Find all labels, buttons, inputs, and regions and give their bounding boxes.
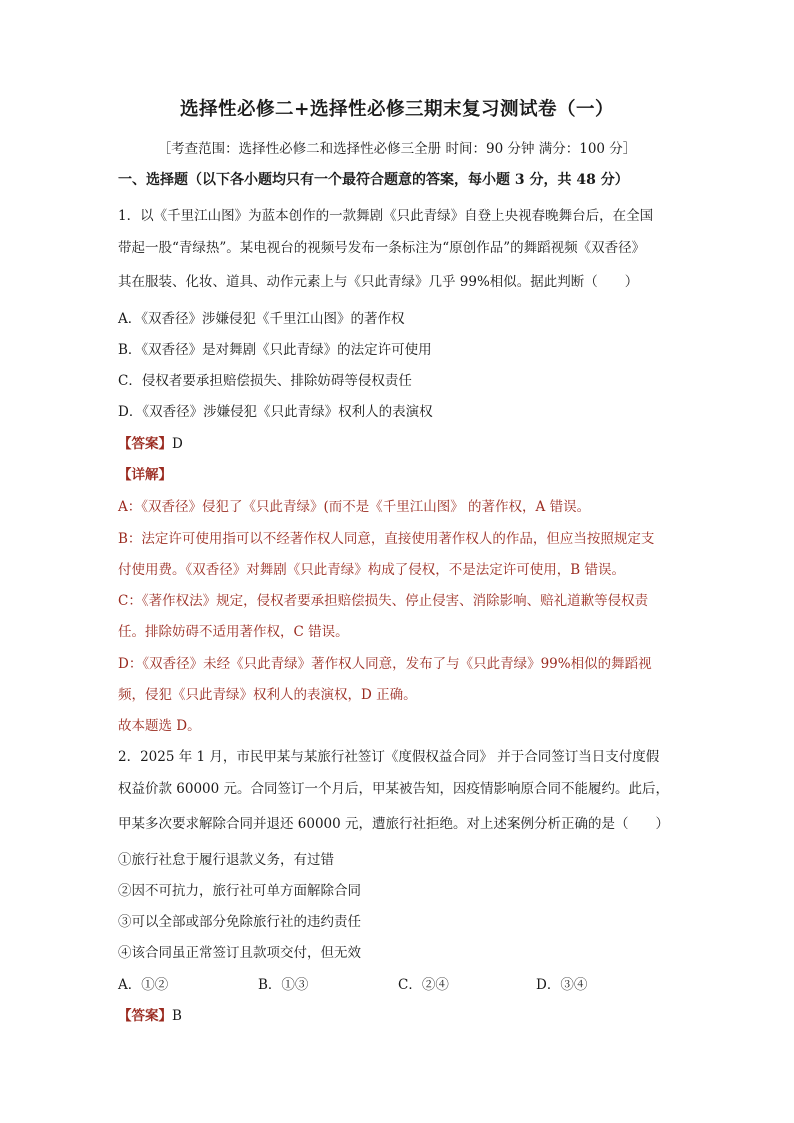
page-title: 选择性必修二+选择性必修三期末复习测试卷（一） <box>179 99 614 120</box>
q2-stem-line: 甲某多次要求解除合同并退还 60000 元，遭旅行社拒绝。对上述案例分析正确的是（ ） <box>118 816 670 832</box>
q1-detail-line: 任。排除妨碍不适用著作权，C 错误。 <box>118 624 349 640</box>
answer-label: 【答案】 <box>118 1008 172 1024</box>
q1-detail-line: B：法定许可使用指可以不经著作权人同意，直接使用著作权人的作品，但应当按照规定支 <box>118 531 655 547</box>
q2-option: B．①③ <box>258 977 309 993</box>
q1-detail-line: D：《双香径》未经《只此青绿》著作权人同意，发布了与《只此青绿》99%相似的舞蹈视 <box>118 656 652 672</box>
q1-detail-line: C：《著作权法》规定，侵权者要承担赔偿损失、停止侵害、消除影响、赔礼道歉等侵权责 <box>118 593 649 609</box>
q2-stem-line: 权益价款 60000 元。合同签订一个月后，甲某被告知，因疫情影响原合同不能履约。此后， <box>118 781 670 797</box>
q1-detail-line: 付使用费。《双香径》对舞剧《只此青绿》构成了侵权，不是法定许可使用，B 错误。 <box>118 562 625 578</box>
q2-option: D．③④ <box>536 977 588 993</box>
q1-detail-line: 频，侵犯《只此青绿》权利人的表演权，D 正确。 <box>118 687 417 703</box>
q1-detail-line: A：《双香径》侵犯了《只此青绿》(而不是《千里江山图》 的著作权，A 错误。 <box>118 499 591 515</box>
q1-answer <box>118 434 183 454</box>
q1-option: A．《双香径》涉嫌侵犯《千里江山图》的著作权 <box>118 311 405 327</box>
q2-option: C．②④ <box>398 977 449 993</box>
q1-stem-line: 带起一股“青绿热”。某电视台的视频号发布一条标注为“原创作品”的舞蹈视频《双香径》 <box>118 240 646 256</box>
q2-item: ④该合同虽正常签订且款项交付，但无效 <box>118 945 361 961</box>
answer-value: D <box>172 436 183 452</box>
answer-value: B <box>172 1008 182 1024</box>
q1-conclusion: 故本题选 D。 <box>118 718 201 734</box>
q1-stem-line: 1．以《千里江山图》为蓝本创作的一款舞剧《只此青绿》自登上央视春晚舞台后，在全国 <box>118 208 654 224</box>
q1-stem-line: 其在服装、化妆、道具、动作元素上与《只此青绿》几乎 99%相似。据此判断（ ） <box>118 274 639 290</box>
q1-option: B．《双香径》是对舞剧《只此青绿》的法定许可使用 <box>118 342 432 358</box>
q2-item: ③可以全部或部分免除旅行社的违约责任 <box>118 914 361 930</box>
exam-scope: ［考查范围：选择性必修二和选择性必修三全册 时间：90 分钟 满分：100 分］ <box>157 141 637 157</box>
q2-item: ②因不可抗力，旅行社可单方面解除合同 <box>118 883 361 899</box>
q2-answer <box>118 1006 182 1026</box>
answer-label: 【答案】 <box>118 436 172 452</box>
section-title: 一、选择题（以下各小题均只有一个最符合题意的答案，每小题 3 分，共 48 分） <box>118 172 629 188</box>
detail-label: 【详解】 <box>118 467 172 483</box>
q2-stem-line: 2．2025 年 1 月，市民甲某与某旅行社签订《度假权益合同》 并于合同签订当日支付度假 <box>118 749 660 765</box>
q1-option: C．侵权者要承担赔偿损失、排除妨碍等侵权责任 <box>118 373 412 389</box>
q2-item: ①旅行社怠于履行退款义务，有过错 <box>118 852 334 868</box>
q2-option: A．①② <box>118 977 169 993</box>
q1-option: D．《双香径》涉嫌侵犯《只此青绿》权利人的表演权 <box>118 404 433 420</box>
